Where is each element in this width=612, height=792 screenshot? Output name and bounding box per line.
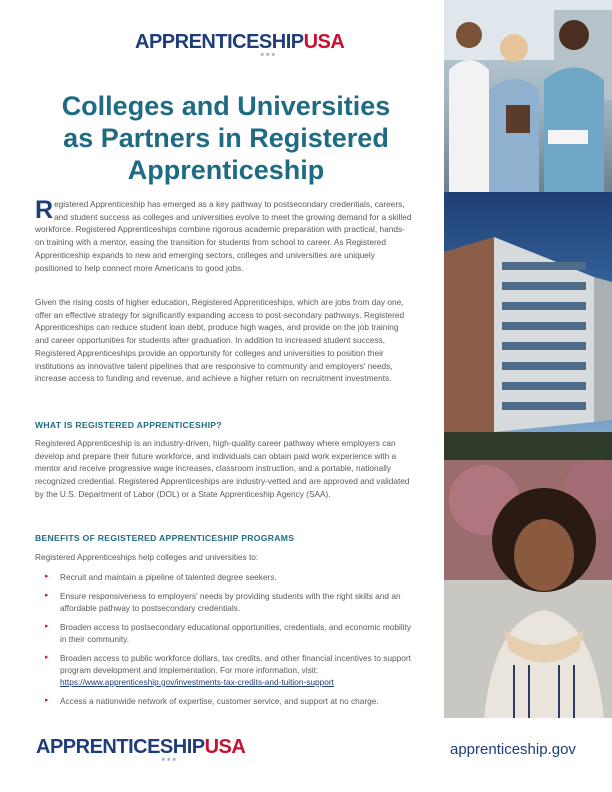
- apprenticeship-usa-logo: [135, 31, 344, 58]
- title-line-2: as Partners in Registered: [63, 123, 389, 153]
- list-item: ▸ Ensure responsiveness to employers' needs by providing students with the right skills and an affordable pathway to postsecondary credentials.: [45, 590, 413, 614]
- logo-text-usa: USA: [303, 31, 345, 53]
- title-line-3: Apprenticeship: [127, 155, 325, 185]
- students-photo: [444, 0, 612, 192]
- logo-stars: ★★★: [260, 52, 277, 58]
- footer-logo: [36, 736, 245, 763]
- section-heading-what-is: WHAT IS REGISTERED APPRENTICESHIP?: [35, 420, 222, 430]
- definition-paragraph: Registered Apprenticeship is an industry-driven, high-quality career pathway where employers can develop and prepare their future workforce, and individuals can obtain paid work experience with a mentor and receive progressive wage increases, classroom instruction, and a portable, nationally recognized credential. Registered Apprenticeships are industry-vetted and are approved and validated by the U.S. Department of Labor (DOL) or a State Apprenticeship Agency (SAA).: [35, 438, 410, 499]
- footer-logo-stars: ★★★: [161, 757, 178, 763]
- campus-building-photo: [444, 192, 612, 460]
- section-heading-benefits: BENEFITS OF REGISTERED APPRENTICESHIP PROGRAMS: [35, 533, 295, 543]
- footer-logo-text-apprenticeship: APPRENTICESHIP: [36, 736, 205, 758]
- intro-paragraph: [35, 198, 413, 274]
- intro-text: egistered Apprenticeship has emerged as a key pathway to postsecondary credentials, careers, and student success as colleges and universities evolve to meet the growing demand for a skilled workforce. Registered Apprenticeships combine rigorous academic preparation with practical, hands-on training with a mentor, easing the transition for students from school to career. As Registered Apprenticeship expands to new and emerging sectors, colleges and universities are uniquely positioned to help connect more Americans to good jobs.: [35, 199, 412, 273]
- student-woman-photo: [444, 460, 612, 718]
- footer-logo-text-usa: USA: [204, 736, 246, 758]
- list-item: ▸ Recruit and maintain a pipeline of talented degree seekers.: [45, 571, 413, 583]
- benefits-list: [45, 571, 413, 713]
- page-title: [30, 90, 422, 186]
- list-item: ▸ Broaden access to postsecondary educational opportunities, credentials, and economic mobility in their community.: [45, 621, 413, 645]
- cost-paragraph: Given the rising costs of higher education, Registered Apprenticeships, which are jobs from day one, offer an effective strategy for significantly expanding access to post-secondary pathways. Registered Apprenticeships can reduce student loan debt, produce high wages, and provide on the job training and career opportunities for students after graduation. In addition to increased student success, Registered Apprenticeships provide an opportunity for colleges and universities to position their institutions as innovative talent pipelines that are responsive to community and employers' needs, increase access to funding and revenue, and achieve a higher return on recruitment investments.: [35, 297, 405, 384]
- logo-text-apprenticeship: APPRENTICESHIP: [135, 31, 304, 53]
- benefits-intro: Registered Apprenticeships help colleges and universities to:: [35, 552, 259, 562]
- footer-website-link[interactable]: apprenticeship.gov: [450, 741, 576, 758]
- list-item: ▸ Broaden access to public workforce dollars, tax credits, and other financial incentives to support program development and implementation. For more information, visit: https://www.apprenticeship.gov/investments-tax-credits-and-tuition-support: [45, 652, 413, 689]
- title-line-1: Colleges and Universities: [61, 91, 391, 121]
- list-item: ▸ Access a nationwide network of expertise, customer service, and support at no charge.: [45, 695, 413, 707]
- building-illustration: [444, 192, 612, 460]
- students-illustration: [444, 0, 612, 192]
- student-woman-illustration: [444, 460, 612, 718]
- tax-credits-link[interactable]: https://www.apprenticeship.gov/investments-tax-credits-and-tuition-support: [60, 676, 334, 687]
- drop-cap: R: [35, 196, 54, 224]
